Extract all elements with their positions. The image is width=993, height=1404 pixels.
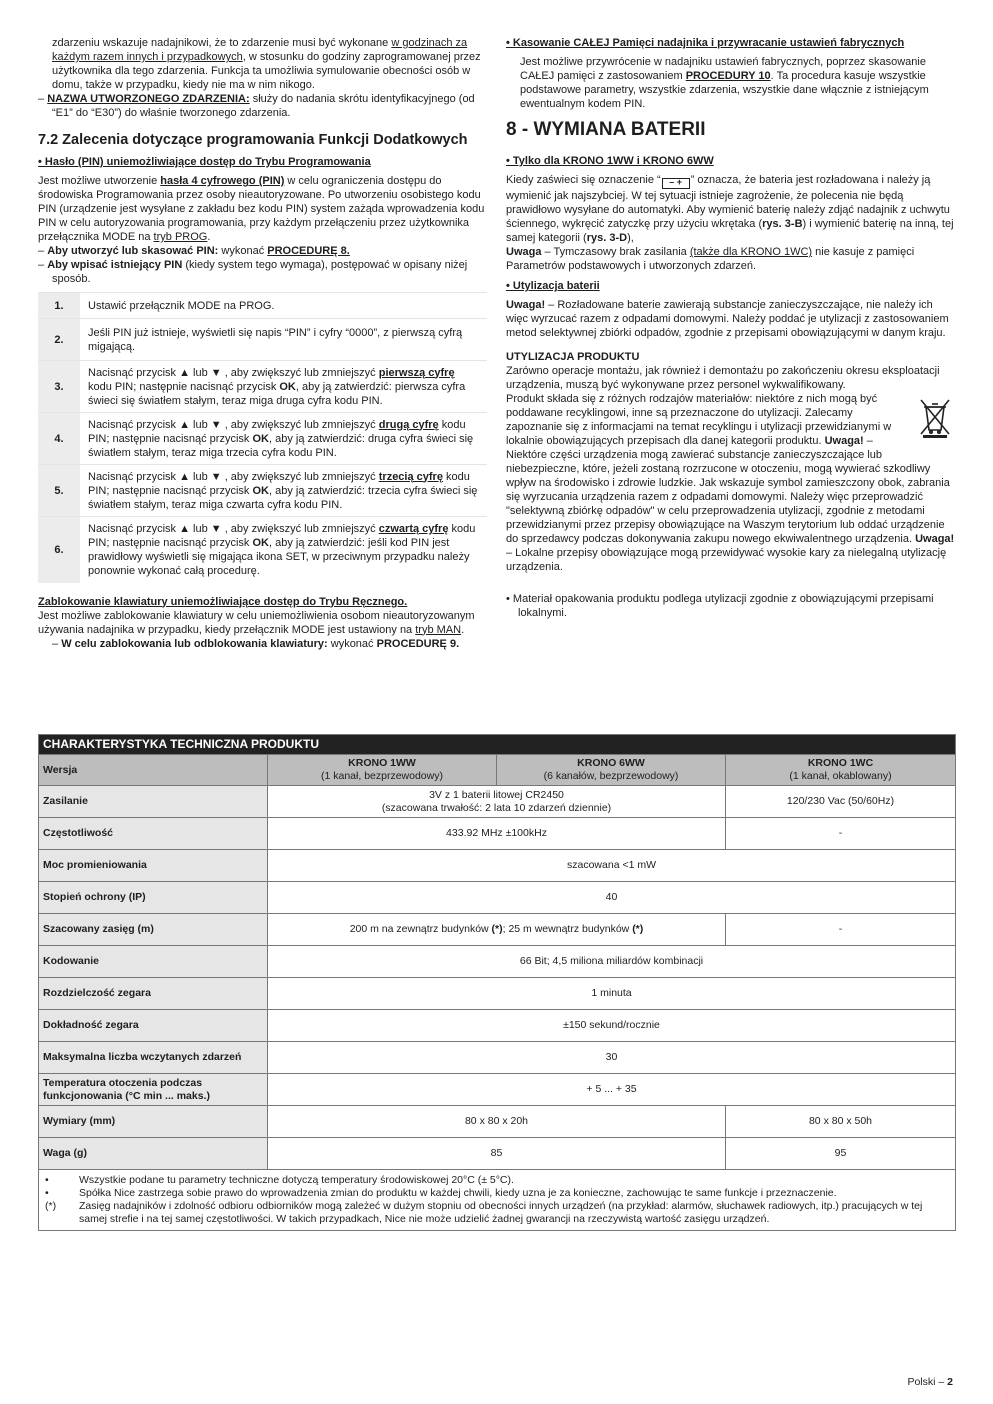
memory-reset-paragraph (506, 55, 955, 111)
cell: szacowana <1 mW (268, 850, 956, 882)
battery-disposal-paragraph (506, 298, 955, 340)
model-header (726, 755, 956, 786)
text: (kiedy system tego wymaga), postępować w opisany niżej sposób. (52, 259, 468, 285)
text: Produkt składa się z różnych rodzajów materiałów: niektóre z nich mogą być poddawane recyklingowi, inne są przeznaczone do utylizacji. Zalecamy zapoznanie się z informacjami na temat recyklingu i utylizacji przewidzianymi w lokalnie obowiązujących przepisach dla danej kategorii produktu. (506, 393, 892, 447)
spec-notes-row (39, 1170, 956, 1231)
model-name: KRONO 1WC (807, 757, 874, 769)
row-label: Dokładność zegara (39, 1010, 268, 1042)
text-underlined: tryb PROG (153, 231, 208, 243)
text: wykonać (327, 637, 377, 650)
keyboard-lock-title: Zablokowanie klawiatury uniemożliwiające dostęp do Trybu Ręcznego. (38, 595, 408, 608)
text: 3V z 1 baterii litowej CR2450 (429, 788, 564, 801)
model-header (497, 755, 726, 786)
term: hasła 4 cyfrowego (PIN) (160, 175, 285, 187)
spec-row (39, 1010, 956, 1042)
model-desc: (1 kanał, bezprzewodowy) (321, 770, 443, 782)
power-note (506, 245, 955, 273)
text: – Lokalne przepisy obowiązujące mogą przewidywać wysokie kary za nielegalną utylizację urządzenia. (506, 547, 947, 573)
ok-label: OK (279, 380, 296, 393)
note (45, 1174, 949, 1187)
row-label: Szacowany zasięg (m) (39, 914, 268, 946)
step-number: 5. (38, 465, 80, 517)
warning-label: Uwaga (506, 246, 542, 258)
step-number: 6. (38, 517, 80, 583)
model-desc: (1 kanał, okablowany) (789, 770, 892, 782)
term: drugą cyfrę (378, 418, 439, 431)
version-label: Wersja (39, 755, 268, 786)
step-text (80, 293, 487, 319)
cell: 1 minuta (268, 978, 956, 1010)
note-marker: (*) (45, 1200, 57, 1212)
left-column (38, 36, 487, 651)
text: 200 m na zewnątrz budynków (349, 923, 492, 935)
ok-label: OK (252, 432, 269, 445)
step-number: 2. (38, 319, 80, 361)
pin-paragraph (38, 174, 487, 244)
row-label: Częstotliwość (39, 818, 268, 850)
text: (szacowana trwałość: 2 lata 10 zdarzeń dziennie) (381, 801, 612, 814)
page-footer (907, 1375, 953, 1389)
text-underlined: (także dla KRONO 1WC) (689, 246, 813, 258)
text: , w stosunku do godziny zaprogramowanej przez użytkownika dla tego zdarzenia. Funkcja ta umożliwia symulowanie obecności osób w domu, także w przypadku, kiedy nie ma w nim nikogo. (52, 51, 481, 91)
note-marker: • (45, 1174, 49, 1186)
model-name: KRONO 6WW (577, 757, 645, 769)
footnote-mark: (*) (632, 923, 644, 935)
event-name-item (38, 92, 487, 120)
spec-row (39, 882, 956, 914)
text: Nacisnąć przycisk ▲ lub ▼ , aby zwiększyć lub zmniejszyć (88, 522, 379, 535)
battery-disposal-title: • Utylizacja baterii (506, 280, 600, 292)
text: Nacisnąć przycisk ▲ lub ▼ , aby zwiększyć lub zmniejszyć (88, 418, 379, 431)
dash: – (52, 637, 62, 650)
footnote-mark: (*) (491, 923, 503, 935)
spec-row (39, 1138, 956, 1170)
text: ” oznacza, że bateria jest rozładowana i należy ją wymienić jak najszybciej. W tej sytuacji istnieje zagrożenie, że polecenia nie będą prawidłowo wysyłane do automatyki. Aby wymienić baterię należy zdjąć nadajnik z uchwytu ściennego, wykręcić zatyczkę przy użyciu wkrętaka ( (506, 174, 950, 230)
text: kodu PIN; następnie nacisnąć przycisk (88, 418, 466, 445)
note (45, 1200, 949, 1226)
step-row (38, 413, 487, 465)
term: Aby wpisać istniejący PIN (47, 259, 183, 271)
text: Nacisnąć przycisk ▲ lub ▼ , aby zwiększyć lub zmniejszyć (88, 366, 379, 379)
text: , aby ją zatwierdzić: jeśli kod PIN jest prawidłowy wyświetli się migająca ikona SET, w przeciwnym przypadku należy ponownie wykonać całą procedurę. (88, 536, 470, 577)
term: pierwszą cyfrę (378, 366, 455, 379)
model-desc: (6 kanałów, bezprzewodowy) (543, 770, 679, 782)
model-name: KRONO 1WW (348, 757, 416, 769)
text: . (461, 623, 465, 636)
figure-ref: rys. 3-D (586, 232, 628, 244)
text-underlined: tryb MAN (415, 623, 462, 636)
ok-label: OK (252, 484, 269, 497)
spec-row (39, 850, 956, 882)
step-text (80, 361, 487, 413)
footer-language: Polski – (907, 1376, 948, 1388)
warning-label: Uwaga! (824, 435, 864, 447)
step-number: 4. (38, 413, 80, 465)
text: w celu ograniczenia dostępu do środowiska Programowania przez osoby nieautoryzowane. Po utworzeniu osobistego kodu PIN (urządzenie jest wysyłane z zakładu bez kodu PIN) system zażąda wprowadzenia kodu PIN w celu autoryzowania programowania, przy każdym przełączeniu przez użytkownika przełącznika MODE na (38, 175, 485, 243)
create-pin-item (38, 244, 487, 258)
cell: 40 (268, 882, 956, 914)
dash: – (38, 93, 48, 105)
spec-header-row (39, 755, 956, 786)
text: . (207, 231, 211, 243)
text: Jest możliwe utworzenie (38, 175, 161, 187)
step-row (38, 319, 487, 361)
page-number: 2 (947, 1376, 953, 1388)
pin-title: • Hasło (PIN) uniemożliwiające dostęp do Trybu Programowania (38, 156, 371, 168)
row-label: Temperatura otoczenia podczas funkcjonowania (°C min ... maks.) (39, 1074, 268, 1106)
section-8-heading: 8 - WYMIANA BATERII (506, 119, 706, 140)
step-text (80, 465, 487, 517)
text: – Rozładowane baterie zawierają substancje zanieczyszczające, nie należy ich więc wyrzucać razem z odpadami domowymi. Należy poddać je utylizacji z zastosowaniem metod selektywnej zbiórki odpadów, zgodnie z przepisami obowiązującymi w danym kraju. (506, 299, 949, 339)
text: zdarzeniu wskazuje nadajnikowi, że to zdarzenie musi być wykonane (52, 37, 392, 49)
keyboard-lock-item (38, 637, 487, 651)
enter-pin-item (38, 258, 487, 286)
model-header (268, 755, 497, 786)
text: , aby ją zatwierdzić: pierwsza cyfra świeci się światłem stałym, teraz miga druga cyfra kodu PIN. (88, 380, 466, 407)
spec-row (39, 1074, 956, 1106)
random-time-paragraph (38, 36, 487, 92)
text: , aby ją zatwierdzić: druga cyfra świeci się światłem stałym, teraz miga trzecia cyfra kodu PIN. (88, 432, 474, 459)
memory-reset-title: • Kasowanie CAŁEJ Pamięci nadajnika i przywracanie ustawień fabrycznych (506, 37, 905, 49)
spec-title: CHARAKTERYSTYKA TECHNICZNA PRODUKTU (39, 735, 956, 755)
text: Jest możliwe zablokowanie klawiatury w celu uniemożliwienia osobom nieautoryzowanym używania nadajnika w przypadku, kiedy przełącznik MODE jest ustawiony na (38, 609, 475, 636)
text: ; 25 m wewnątrz budynków (502, 923, 633, 935)
figure-ref: rys. 3-B (762, 218, 803, 230)
cell: 80 x 80 x 20h (268, 1106, 726, 1138)
product-disposal-intro: Zarówno operacje montażu, jak również i demontażu po zakończeniu okresu eksploatacji urządzenia, muszą być wykonywane przez personel wykwalifikowany. (506, 365, 940, 391)
cell: 80 x 80 x 50h (726, 1106, 956, 1138)
step-text (80, 413, 487, 465)
weee-bin-icon (915, 396, 955, 438)
term: czwartą cyfrę (378, 522, 449, 535)
spec-row (39, 914, 956, 946)
dash: – (38, 245, 48, 257)
section-7-2-heading: 7.2 Zalecenia dotyczące programowania Funkcji Dodatkowych (38, 132, 468, 148)
step-row (38, 517, 487, 583)
text: . Ta procedura kasuje wszystkie podstawowe parametry, wszystkie zdarzenia, wszystkie dane włącznie z istniejącym ewentualnym kodem PIN. (520, 70, 929, 110)
cell: 85 (268, 1138, 726, 1170)
product-disposal-title: UTYLIZACJA PRODUKTU (506, 351, 640, 363)
text: ), (627, 232, 634, 244)
note (45, 1187, 949, 1200)
cell: 433.92 MHz ±100kHz (268, 818, 726, 850)
row-label: Kodowanie (39, 946, 268, 978)
procedure-ref: PROCEDURĘ 9. (376, 637, 460, 650)
spec-row (39, 1042, 956, 1074)
cell: 30 (268, 1042, 956, 1074)
step-text (80, 517, 487, 583)
row-label: Waga (g) (39, 1138, 268, 1170)
spec-row (39, 786, 956, 818)
note-text: Wszystkie podane tu parametry techniczne dotyczą temperatury środowiskowej 20°C (± 5°C). (79, 1174, 514, 1186)
text: Jeśli PIN już istnieje, wyświetli się napis “PIN” i cyfry “0000”, z pierwszą cyfrą migającą. (88, 326, 463, 353)
text: Kiedy zaświeci się oznaczenie “ (506, 174, 661, 186)
text: kodu PIN; następnie nacisnąć przycisk (88, 470, 470, 497)
text: kodu PIN; następnie nacisnąć przycisk (88, 380, 280, 393)
ok-label: OK (252, 536, 269, 549)
row-label: Wymiary (mm) (39, 1106, 268, 1138)
text-underlined: w godzinach za każdym razem innych i przypadkowych (52, 37, 468, 63)
cell: - (726, 818, 956, 850)
dash: – (38, 259, 48, 271)
text: nie kasuje z pamięci Parametrów podstawowych i utworzonych zdarzeń. (506, 246, 915, 272)
step-number: 3. (38, 361, 80, 413)
krono-battery-title: • Tylko dla KRONO 1WW i KRONO 6WW (506, 155, 714, 167)
procedure-ref: PROCEDURY 10 (685, 70, 771, 82)
step-text (80, 319, 487, 361)
text: kodu PIN; następnie nacisnąć przycisk (88, 522, 476, 549)
cell: 95 (726, 1138, 956, 1170)
spec-row (39, 946, 956, 978)
text: Jest możliwe przywrócenie w nadajniku ustawień fabrycznych, poprzez skasowanie CAŁEJ pamięci z zastosowaniem (520, 56, 926, 82)
spec-table (38, 734, 956, 1231)
text: Nacisnąć przycisk ▲ lub ▼ , aby zwiększyć lub zmniejszyć (88, 470, 379, 483)
cell: + 5 ... + 35 (268, 1074, 956, 1106)
note-marker: • (45, 1187, 49, 1199)
cell (268, 914, 726, 946)
warning-label: Uwaga! (915, 533, 955, 545)
cell: - (726, 914, 956, 946)
cell: 120/230 Vac (50/60Hz) (726, 786, 956, 818)
text: , aby ją zatwierdzić: trzecia cyfra świeci się światłem stałym, teraz miga czwarta cyfra kodu PIN. (88, 484, 478, 511)
row-label: Zasilanie (39, 786, 268, 818)
spec-row (39, 818, 956, 850)
procedure-ref: PROCEDURĘ 8. (267, 245, 350, 257)
row-label: Moc promieniowania (39, 850, 268, 882)
packaging-note: • Materiał opakowania produktu podlega utylizacji zgodnie z obowiązującymi przepisami lokalnymi. (506, 593, 934, 619)
battery-paragraph (506, 173, 955, 245)
keyboard-lock-paragraph (38, 609, 487, 637)
term: NAZWA UTWORZONEGO ZDARZENIA: (47, 93, 250, 105)
battery-icon: – + (662, 178, 690, 189)
product-disposal-paragraph (506, 392, 955, 574)
text: – Niektóre części urządzenia mogą zawierać substancje zanieczyszczające lub niebezpieczne, które, jeżeli zostaną rozrzucone w otoczeniu, mogą wywierać szkodliwy wpływ na środowisko i zdrowie ludzkie. Jak wskazuje symbol zamieszczony obok, zabrania się wyrzucania urządzenia razem z odpadami domowymi. Należy więc przeprowadzić "selektywną zbiórkę odpadów" w celu przeprowadzenia utylizacji, zgodnie z metodami przewidzianymi przez przepisy obowiązujące na Waszym terytorium lub oddać urządzenie do sprzedawcy podczas dokonywania zakupu nowego ekwiwalentnego urządzenia. (506, 435, 950, 545)
text: wykonać (218, 245, 268, 257)
pin-steps-table (38, 292, 487, 583)
spec-row (39, 978, 956, 1010)
text: ) i wymienić baterię na inną, tej samej kategorii ( (506, 218, 954, 244)
cell: 66 Bit; 4,5 miliona miliardów kombinacji (268, 946, 956, 978)
term: Aby utworzyć lub skasować PIN: (47, 245, 219, 257)
warning-label: Uwaga! (506, 299, 546, 311)
text: – Tymczasowy brak zasilania (541, 246, 690, 258)
row-label: Rozdzielczość zegara (39, 978, 268, 1010)
note-text: Zasięg nadajników i zdolność odbioru odbiorników mogą zależeć w dużym stopniu od obecności innych urządzeń (na przykład: alarmów, słuchawek radiowych, itp.) pracujących w tej samej strefie i na tej samej częstotliwości. W takich przypadkach, Nice nie może udzielić żadnej gwarancji na rzeczywistą wartość zasięgu urządzeń. (79, 1200, 923, 1225)
spec-row (39, 1106, 956, 1138)
cell (268, 786, 726, 818)
row-label: Stopień ochrony (IP) (39, 882, 268, 914)
cell: ±150 sekund/rocznie (268, 1010, 956, 1042)
spec-notes (39, 1170, 956, 1231)
text: Ustawić przełącznik MODE na PROG. (88, 299, 275, 312)
step-row (38, 361, 487, 413)
text: służy do nadania skrótu identyfikacyjnego (od “E1” do “E30”) do właśnie tworzonego zdarzenia. (52, 93, 475, 119)
row-label: Maksymalna liczba wczytanych zdarzeń (39, 1042, 268, 1074)
term: W celu zablokowania lub odblokowania klawiatury: (61, 637, 328, 650)
term: trzecią cyfrę (378, 470, 443, 483)
right-column (506, 36, 955, 620)
note-text: Spółka Nice zastrzega sobie prawo do wprowadzenia zmian do produktu w każdej chwili, kiedy uzna je za konieczne, zachowując te same funkcje i przeznaczenie. (79, 1187, 837, 1199)
step-number: 1. (38, 293, 80, 319)
step-row (38, 293, 487, 319)
step-row (38, 465, 487, 517)
